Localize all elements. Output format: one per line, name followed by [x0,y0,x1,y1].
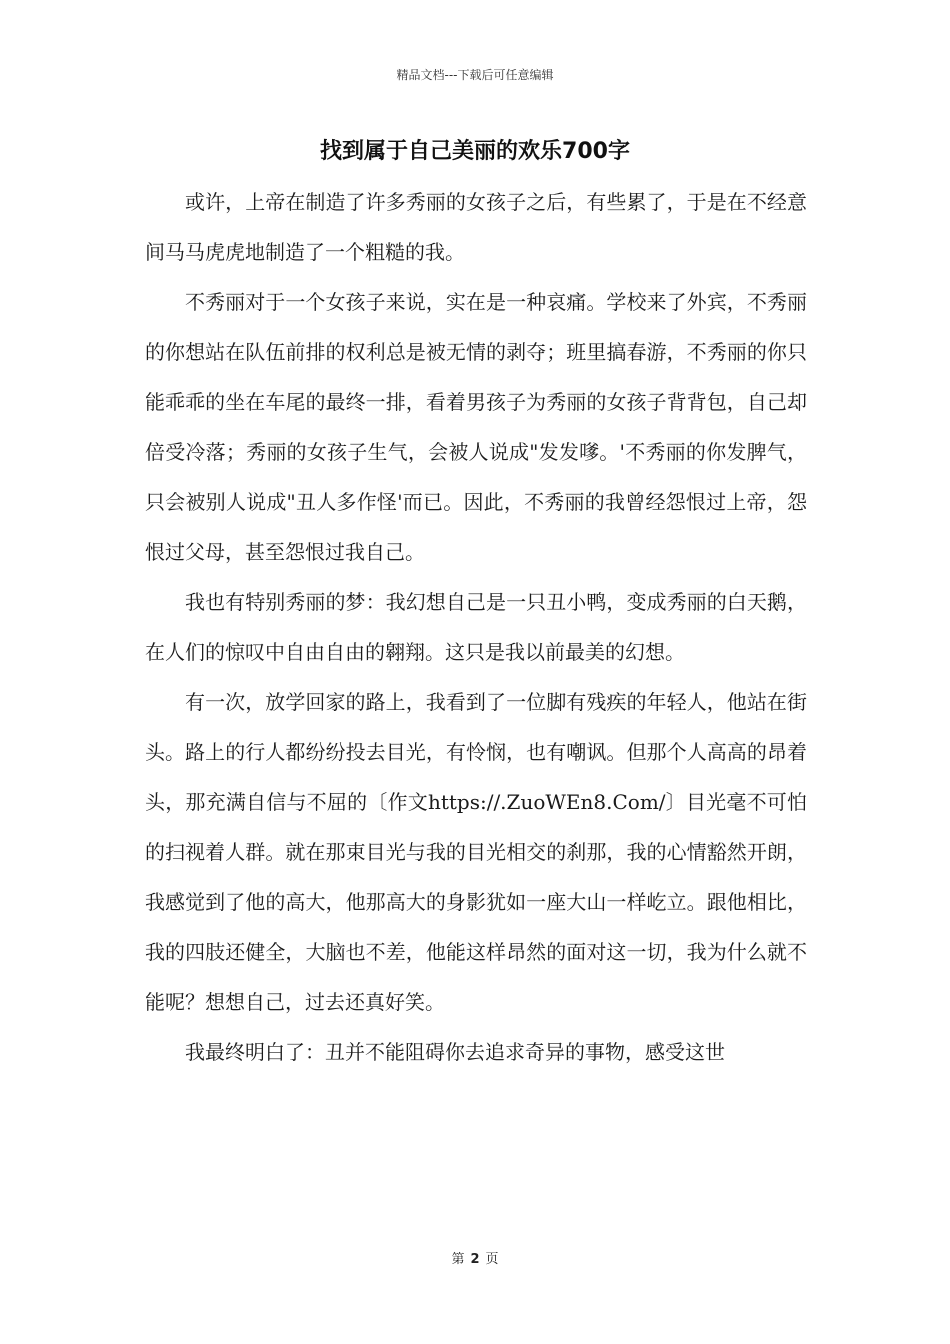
page-header: 精品文档---下载后可任意编辑 [396,68,554,82]
paragraph: 或许，上帝在制造了许多秀丽的女孩子之后，有些累了，于是在不经意间马马虎虎地制造了一个粗糙的我。 [145,190,807,264]
paragraph: 我也有特别秀丽的梦：我幻想自己是一只丑小鸭，变成秀丽的白天鹅，在人们的惊叹中自由自由的翱翔。这只是我以前最美的幻想。 [145,590,807,664]
paragraph: 有一次，放学回家的路上，我看到了一位脚有残疾的年轻人，他站在街头。路上的行人都纷纷投去目光，有怜悯，也有嘲讽。但那个人高高的昂着头，那充满自信与不屈的〔作文https://.ZuoWEn8.Com/〕目光毫不可怕的扫视着人群。就在那束目光与我的目光相交的刹那，我的心情豁然开朗，我感觉到了他的高大，他那高大的身影犹如一座大山一样屹立。跟他相比，我的四肢还健全，大脑也不差，他能这样昂然的面对这一切，我为什么就不能呢？想想自己，过去还真好笑。 [145,690,807,1014]
footer-prefix: 第 [451,1252,465,1267]
paragraph: 不秀丽对于一个女孩子来说，实在是一种哀痛。学校来了外宾，不秀丽的你想站在队伍前排的权利总是被无情的剥夺；班里搞春游，不秀丽的你只能乖乖的坐在车尾的最终一排，看着男孩子为秀丽的女孩子背背包，自己却倍受冷落；秀丽的女孩子生气，会被人说成"发发嗲。'不秀丽的你发脾气，只会被别人说成"丑人多作怪'而已。因此，不秀丽的我曾经怨恨过上帝，怨恨过父母，甚至怨恨过我自己。 [145,290,807,564]
paragraph: 我最终明白了：丑并不能阻碍你去追求奇异的事物，感受这世 [185,1040,725,1064]
page-number: 2 [470,1252,480,1267]
footer-suffix: 页 [485,1252,499,1267]
document-body [145,177,807,1077]
page-footer [0,1248,950,1267]
document-title: 找到属于自己美丽的欢乐700字 [320,139,630,164]
